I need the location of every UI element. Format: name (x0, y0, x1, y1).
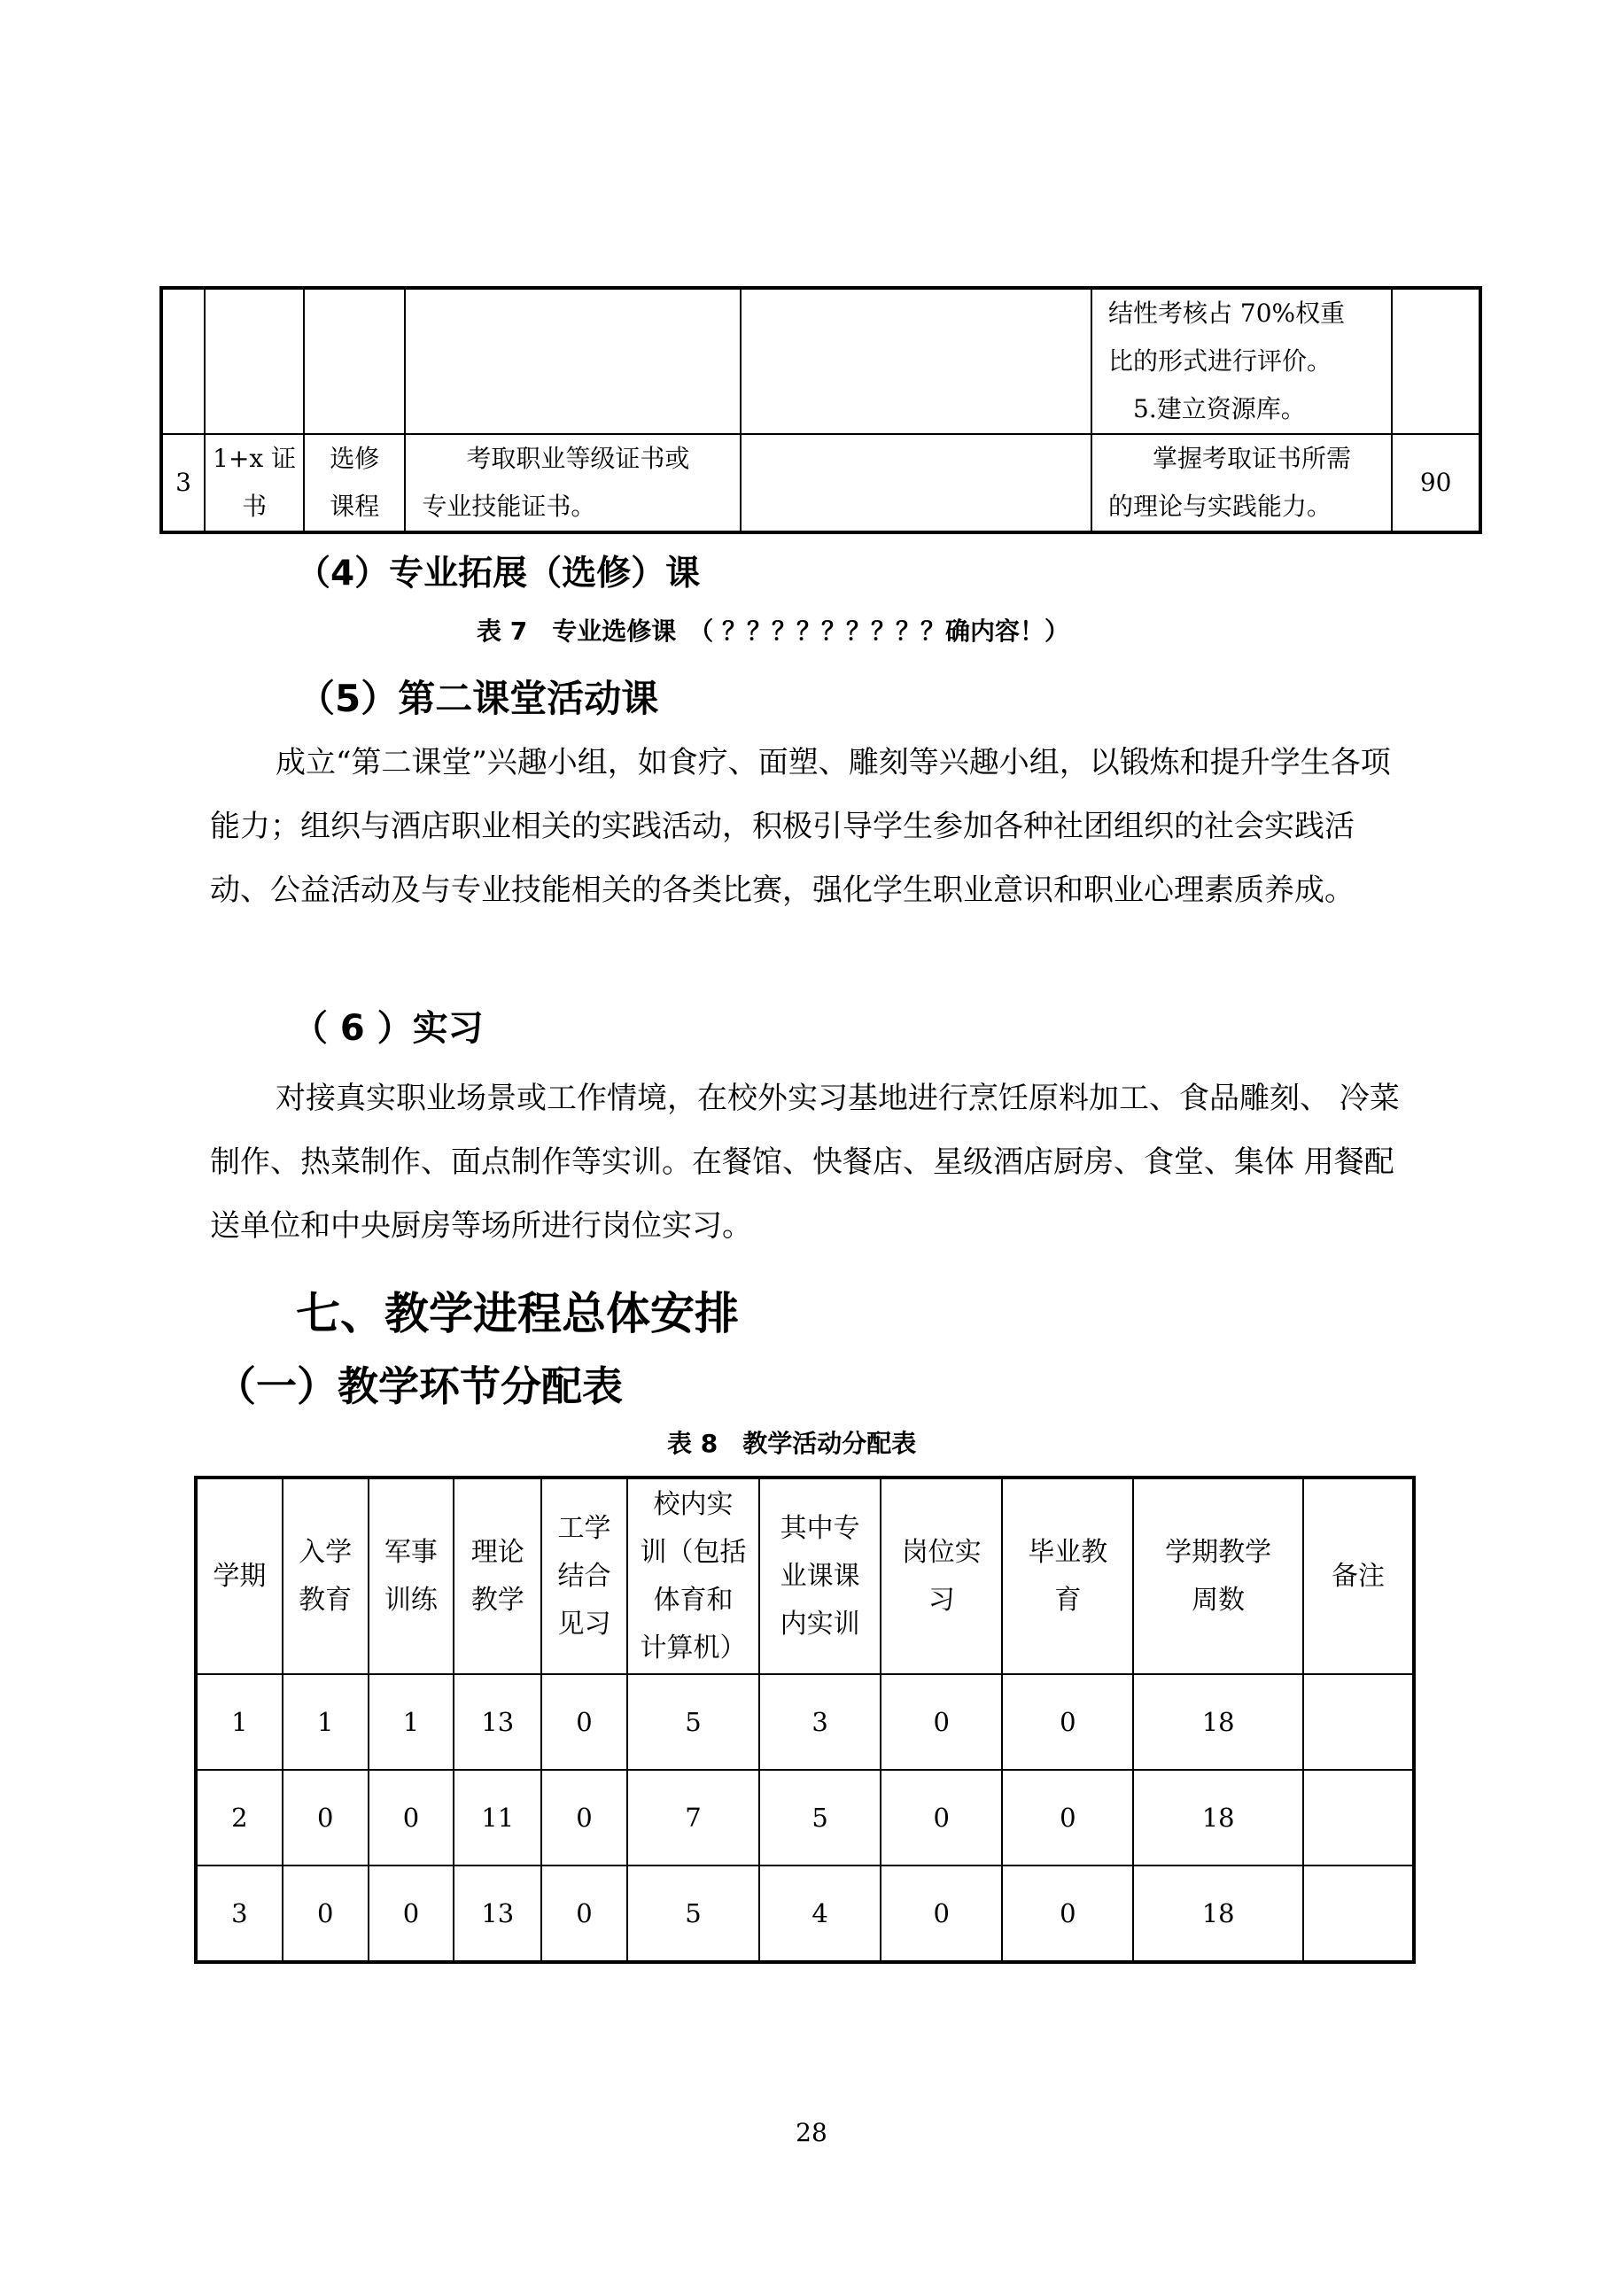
header-work-study: 工学 结合 见习 (541, 1478, 627, 1674)
table-row (161, 434, 1480, 532)
course-name-cell: 1+x 证 书 (205, 434, 304, 532)
internship-paragraph: 对接真实职业场景或工作情境，在校外实习基地进行烹饪原料加工、食品雕刻、 冷菜制作、热菜制作、面点制作等实训。在餐馆、快餐店、星级酒店厨房、食堂、集体 用餐配送单位和中央厨房等场所进行岗位实习。 (210, 1081, 1400, 1244)
table7-caption: 表 7 专业选修课 （ ？？？？？？？？？确内容！） (477, 617, 1069, 646)
section-heading-5: （5）第二课堂活动课 (298, 677, 659, 720)
header-internship: 岗位实 习 (881, 1478, 1002, 1674)
table-row (161, 288, 1480, 434)
header-campus-training: 校内实 训（包括 体育和 计算机） (627, 1478, 759, 1674)
table-header-row (196, 1478, 1414, 1674)
page-number: 28 (796, 2118, 827, 2147)
table-row: 3 0 0 13 0 5 4 0 0 18 (196, 1866, 1414, 1962)
header-remarks: 备注 (1303, 1478, 1414, 1674)
header-military-training: 军事 训练 (369, 1478, 454, 1674)
header-professional-training: 其中专 业课课 内实训 (759, 1478, 881, 1674)
second-classroom-paragraph: 成立“第二课堂”兴趣小组，如食疗、面塑、雕刻等兴趣小组，以锻炼和提升学生各项能力；组织与酒店职业相关的实践活动，积极引导学生参加各种社团组织的社会实践活动、公益活动及与专业技能相关的各类比赛，强化学生职业意识和职业心理素质养成。 (210, 745, 1391, 908)
assessment-cell: 结性考核占 70%权重 比的形式进行评价。 5.建立资源库。 (1091, 288, 1392, 434)
course-type-cell: 选修 课程 (304, 434, 405, 532)
section-heading-6: （ 6 ）实习 (292, 1008, 484, 1049)
curriculum-table (159, 286, 1482, 534)
chapter-heading: 七、教学进程总体安排 (296, 1288, 739, 1339)
header-semester-weeks: 学期教学 周数 (1133, 1478, 1303, 1674)
header-semester: 学期 (196, 1478, 283, 1674)
table8-caption: 表 8 教学活动分配表 (667, 1429, 917, 1458)
table-row: 1 1 1 13 0 5 3 0 0 18 (196, 1674, 1414, 1770)
header-graduation-education: 毕业教 育 (1002, 1478, 1133, 1674)
header-enrollment-education: 入学 教育 (283, 1478, 369, 1674)
course-content-cell: 考取职业等级证书或 专业技能证书。 (405, 434, 741, 532)
section-heading-4: （4）专业拓展（选修）课 (296, 554, 701, 593)
hours-cell: 90 (1392, 434, 1480, 532)
teaching-activity-table (194, 1476, 1416, 1964)
subsection-heading: （一）教学环节分配表 (215, 1362, 623, 1410)
table-row: 2 0 0 11 0 7 5 0 0 18 (196, 1770, 1414, 1866)
row-number: 3 (161, 434, 205, 532)
header-theory-teaching: 理论 教学 (454, 1478, 541, 1674)
requirement-cell: 掌握考取证书所需 的理论与实践能力。 (1091, 434, 1392, 532)
